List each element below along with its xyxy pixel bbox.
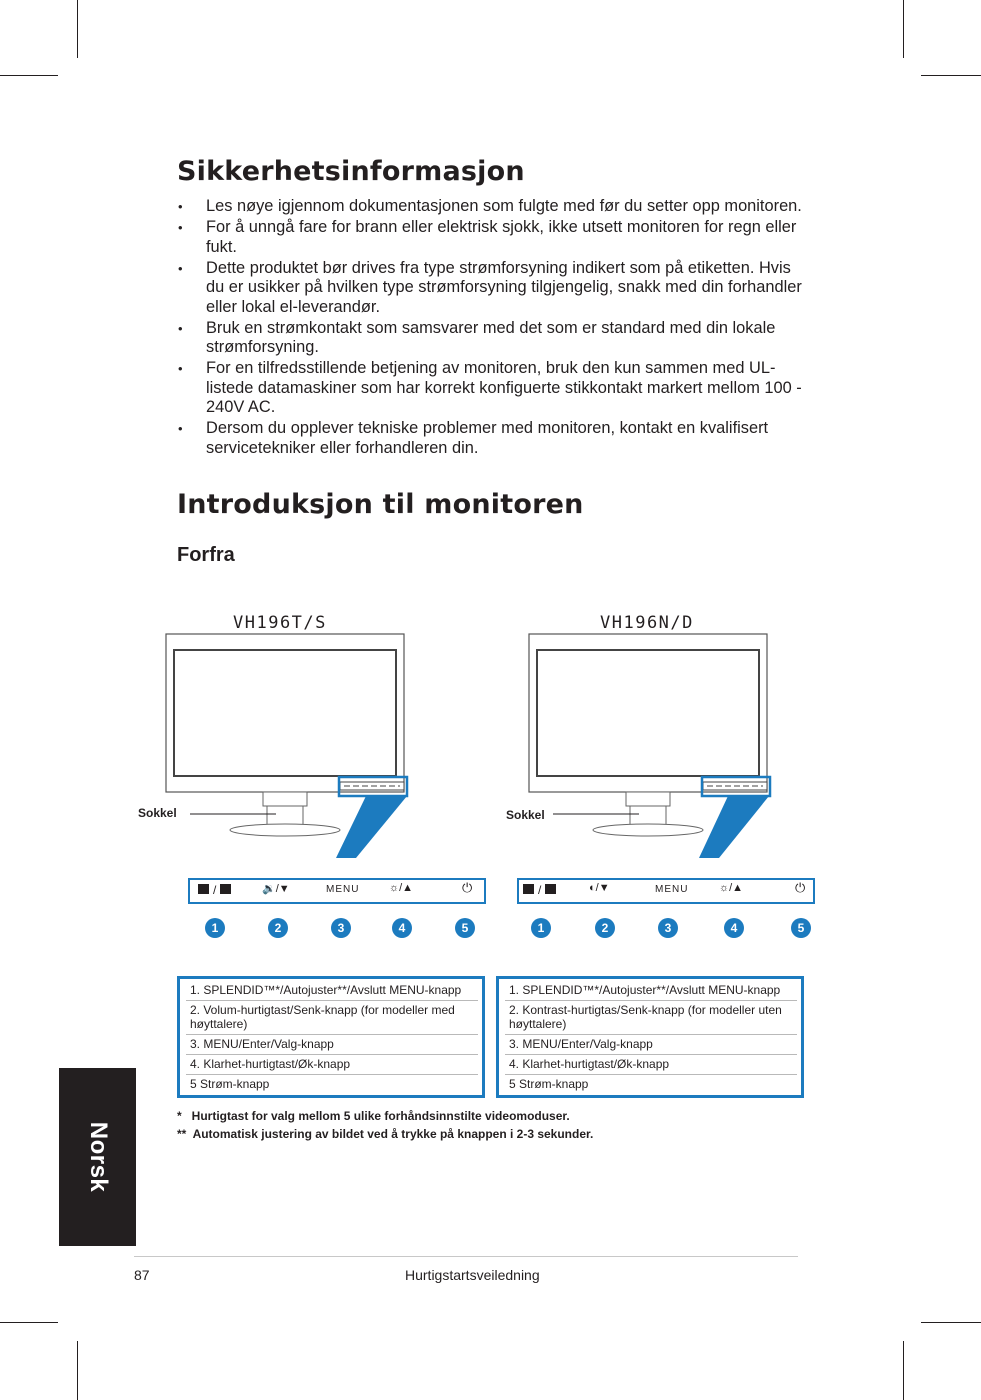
callout-badge-1: 1	[205, 918, 225, 938]
model-label-left: VH196T/S	[233, 613, 327, 633]
brightness-up-icon: ☼/▲	[389, 882, 414, 894]
footnote: * Hurtigtast for valg mellom 5 ulike forhåndsinnstilte videomoduser.	[177, 1109, 570, 1123]
callout-badge-5: 5	[455, 918, 475, 938]
legend-row: 3. MENU/Enter/Valg-knapp	[505, 1035, 797, 1055]
legend-row: 2. Volum-hurtigtast/Senk-knapp (for modeller med høyttalere)	[186, 1001, 478, 1035]
footnote: ** Automatisk justering av bildet ved å trykke på knappen i 2-3 sekunder.	[177, 1127, 594, 1141]
list-item: • Dette produktet bør drives fra type strømforsyning indikert som på etiketten. Hvis du er usikker på hvilken type strømforsyning tilgjengelig, snakk med din forhandler eller lokal el-leverandør.	[178, 258, 802, 316]
legend-row: 5 Strøm-knapp	[509, 1077, 589, 1091]
menu-button-label: MENU	[655, 884, 689, 895]
list-item: • Les nøye igjennom dokumentasjonen som fulgte med før du setter opp monitoren.	[178, 197, 802, 215]
stand-label-right: Sokkel	[506, 808, 545, 822]
legend-row: 1. SPLENDID™*/Autojuster**/Avslutt MENU-knapp	[186, 981, 478, 1001]
crop-mark	[0, 1322, 58, 1323]
svg-text:/: /	[538, 883, 542, 896]
safety-title: Sikkerhetsinformasjon	[177, 156, 525, 187]
language-tab-label: Norsk	[84, 1121, 112, 1193]
splendid-icon	[198, 883, 232, 899]
list-item: • Dersom du opplever tekniske problemer med monitoren, kontakt en kvalifisert servicetekniker eller forhandleren din.	[178, 419, 769, 457]
crop-mark	[921, 1322, 981, 1323]
monitor-intro-title: Introduksjon til monitoren	[177, 489, 584, 520]
callout-badge-4: 4	[724, 918, 744, 938]
power-icon: ⏻	[462, 880, 473, 895]
crop-mark	[921, 75, 981, 76]
footer-divider	[134, 1256, 798, 1257]
menu-button-label: MENU	[326, 884, 360, 895]
safety-list	[177, 197, 802, 460]
callout-badge-2: 2	[595, 918, 615, 938]
crop-mark	[903, 0, 904, 58]
front-view-subtitle: Forfra	[177, 544, 235, 566]
list-item-text: Dette produktet bør drives fra type strømforsyning indikert som på etiketten. Hvis du er usikker på hvilken type strømforsyning tilgjengelig, snakk med din forhandler eller lokal el-leverandør.	[206, 258, 802, 316]
monitor-illustration-right	[495, 630, 795, 858]
brightness-up-icon: ☼/▲	[719, 882, 744, 894]
crop-mark	[77, 1341, 78, 1400]
button-panel-left	[188, 878, 486, 904]
svg-text:/: /	[213, 883, 217, 896]
button-legend-left	[177, 976, 485, 1098]
legend-row: 4. Klarhet-hurtigtast/Øk-knapp	[186, 1055, 478, 1075]
crop-mark	[903, 1341, 904, 1400]
callout-badge-3: 3	[331, 918, 351, 938]
legend-row: 3. MENU/Enter/Valg-knapp	[186, 1035, 478, 1055]
legend-row: 5 Strøm-knapp	[190, 1077, 270, 1091]
list-item: • For å unngå fare for brann eller elektrisk sjokk, ikke utsett monitoren for regn eller fukt.	[178, 218, 797, 256]
monitor-illustration-left	[130, 630, 430, 858]
callout-badge-4: 4	[392, 918, 412, 938]
splendid-icon	[523, 883, 557, 899]
crop-mark	[77, 0, 78, 58]
legend-row: 4. Klarhet-hurtigtast/Øk-knapp	[505, 1055, 797, 1075]
model-label-right: VH196N/D	[600, 613, 694, 633]
power-icon: ⏻	[795, 880, 806, 895]
legend-row: 1. SPLENDID™*/Autojuster**/Avslutt MENU-knapp	[505, 981, 797, 1001]
footnotes	[177, 1107, 593, 1143]
list-item: • For en tilfredsstillende betjening av monitoren, bruk den kun sammen med UL-listede datamaskiner som har korrekt konfiguerte stikkontakt markert mellom 100 - 240V AC.	[178, 359, 802, 417]
callout-badge-2: 2	[268, 918, 288, 938]
callout-badge-5: 5	[791, 918, 811, 938]
list-item-text: Bruk en strømkontakt som samsvarer med det som er standard med din lokale strømforsyning.	[206, 318, 776, 357]
callout-badge-1: 1	[531, 918, 551, 938]
list-item-text: Les nøye igjennom dokumentasjonen som fulgte med før du setter opp monitoren.	[206, 197, 802, 215]
list-item: • Bruk en strømkontakt som samsvarer med det som er standard med din lokale strømforsyning.	[178, 318, 776, 357]
volume-down-icon: 🔉/▼	[262, 883, 290, 895]
footer-title: Hurtigstartsveiledning	[405, 1267, 540, 1283]
stand-label-left: Sokkel	[138, 806, 177, 820]
page-number: 87	[134, 1267, 150, 1283]
crop-mark	[0, 75, 58, 76]
button-panel-right	[517, 878, 815, 904]
legend-row: 2. Kontrast-hurtigtas/Senk-knapp (for modeller uten høyttalere)	[505, 1001, 797, 1035]
language-tab	[59, 1068, 136, 1246]
list-item-text: For å unngå fare for brann eller elektrisk sjokk, ikke utsett monitoren for regn eller fukt.	[206, 218, 797, 256]
list-item-text: Dersom du opplever tekniske problemer med monitoren, kontakt en kvalifisert servicetekniker eller forhandleren din.	[206, 419, 769, 457]
button-legend-right	[496, 976, 804, 1098]
list-item-text: For en tilfredsstillende betjening av monitoren, bruk den kun sammen med UL-listede datamaskiner som har korrekt konfiguerte stikkontakt markert mellom 100 - 240V AC.	[206, 359, 802, 417]
callout-badge-3: 3	[658, 918, 678, 938]
contrast-down-icon: ◐/▼	[589, 882, 610, 894]
